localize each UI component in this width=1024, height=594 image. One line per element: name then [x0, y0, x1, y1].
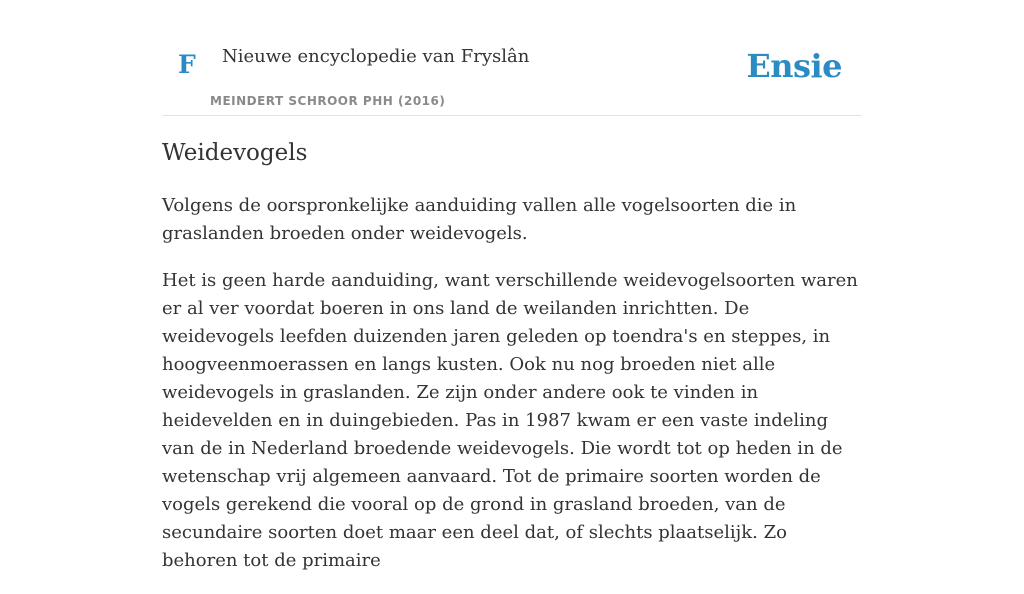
book-author: MEINDERT SCHROOR PHH (2016): [210, 94, 446, 108]
article-title: Weidevogels: [162, 140, 308, 166]
article-body: [162, 192, 862, 594]
book-title-link[interactable]: Nieuwe encyclopedie van Fryslân: [222, 46, 530, 67]
book-header: [162, 0, 862, 116]
ensie-logo[interactable]: Ensie: [746, 47, 842, 85]
article-paragraph: Het is geen harde aanduiding, want verschillende weidevogelsoorten waren er al ver voordat boeren in ons land de weilanden inrichtten. De weidevogels leefden duizenden jaren geleden op toendra's en steppes, in hoogveenmoerassen en langs kusten. Ook nu nog broeden niet alle weidevogels in graslanden. Ze zijn onder andere ook te vinden in heidevelden en in duingebieden. Pas in 1987 kwam er een vaste indeling van de in Nederland broedende weidevogels. Die wordt tot op heden in de wetenschap vrij algemeen aanvaard. Tot de primaire soorten worden de vogels gerekend die vooral op de grond in grasland broeden, van de secundaire soorten doet maar een deel dat, of slechts plaatselijk. Zo behoren tot de primaire: [162, 270, 858, 571]
book-logo-icon[interactable]: F: [178, 50, 196, 79]
article-paragraph: Volgens de oorspronkelijke aanduiding vallen alle vogelsoorten die in graslanden broeden onder weidevogels.: [162, 195, 797, 244]
